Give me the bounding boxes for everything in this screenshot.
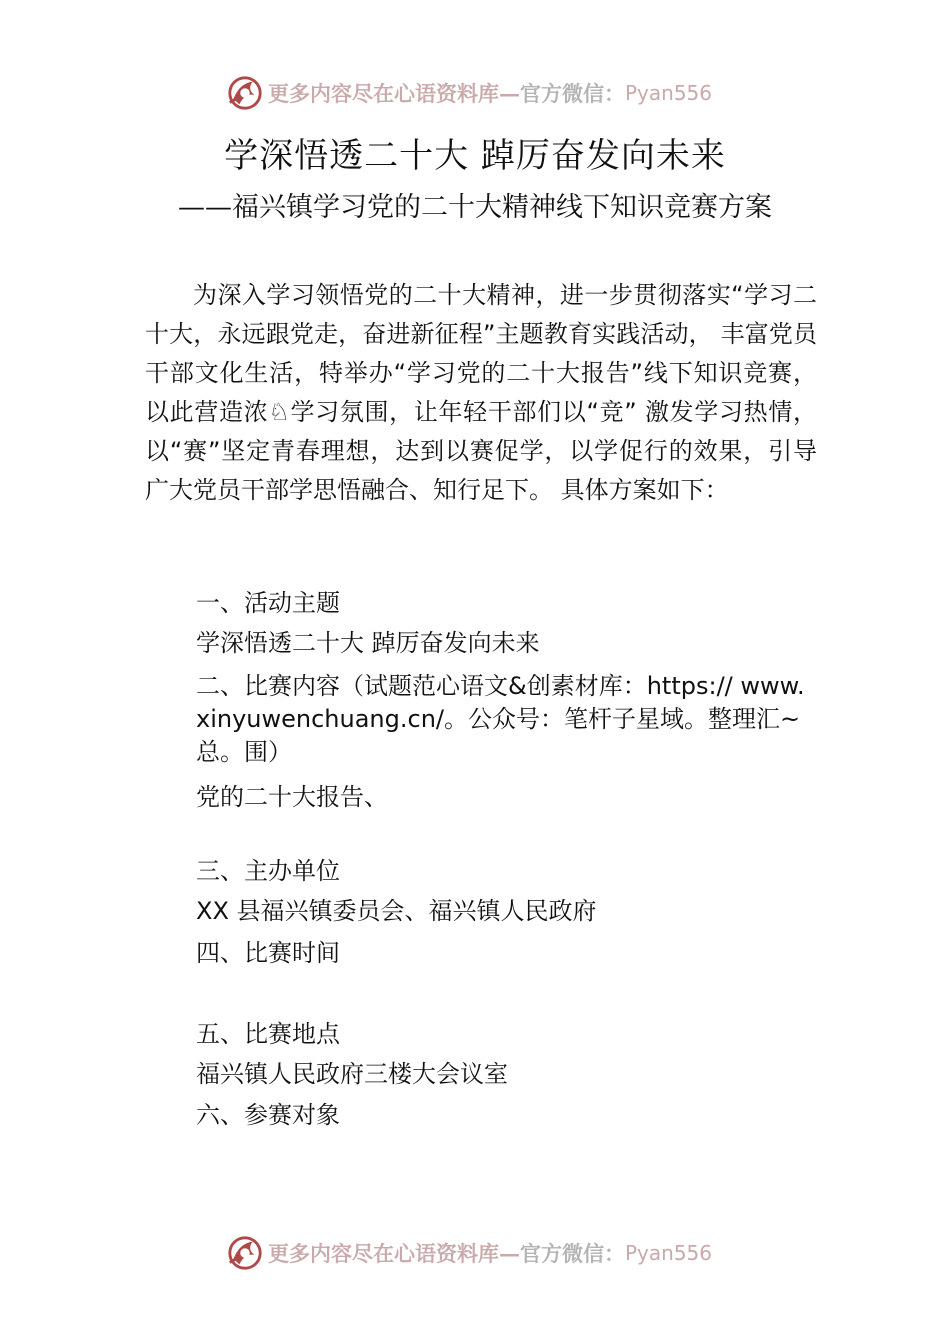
watermark-dash: — (499, 1240, 520, 1266)
document-title: 学深悟透二十大 踔厉奋发向未来 (224, 136, 726, 176)
section-heading-participants: 六、参赛对象 (196, 1101, 340, 1129)
watermark-wechat-label: 官方微信： (520, 81, 625, 106)
watermark-wechat-id: Pyan556 (625, 1241, 713, 1265)
watermark-text: 更多内容尽在心语资料库 (268, 81, 499, 106)
section-heading-venue: 五、比赛地点 (196, 1020, 340, 1048)
section-body-content: 党的二十大报告、 (196, 783, 388, 811)
watermark-text: 更多内容尽在心语资料库 (268, 1241, 499, 1266)
document-subtitle: ——福兴镇学习党的二十大精神线下知识竞赛方案 (178, 192, 772, 223)
section-heading-content: 二、比赛内容（试题范心语文&创素材库：https:// www.xinyuwenchuang.cn/。公众号：笔杆子星域。整理汇~总。围） (196, 672, 805, 766)
section-heading-organizer: 三、主办单位 (196, 857, 340, 885)
section-body-theme: 学深悟透二十大 踔厉奋发向未来 (196, 629, 540, 657)
circular-seal-logo-icon (226, 1234, 264, 1272)
footer-watermark-banner (226, 1233, 712, 1273)
watermark-dash: — (499, 80, 520, 106)
section-heading-theme: 一、活动主题 (196, 589, 340, 617)
watermark-wechat-id: Pyan556 (625, 81, 713, 105)
section-body-venue: 福兴镇人民政府三楼大会议室 (196, 1060, 508, 1088)
section-body-organizer: XX 县福兴镇委员会、福兴镇人民政府 (196, 897, 597, 925)
watermark-wechat-label: 官方微信： (520, 1241, 625, 1266)
header-watermark-banner (226, 73, 712, 113)
intro-paragraph: 为深入学习领悟党的二十大精神，进一步贯彻落实“学习二十大，永远跟党走，奋进新征程”主题教育实践活动， 丰富党员干部文化生活，特举办“学习党的二十大报告”线下知识竞赛，以此营造浓♘学习氛围，让年轻干部们以“竞” 激发学习热情，以“赛”坚定青春理想，达到以赛促学，以学促行的效果，引导广大党员干部学思悟融合、知行足下。 具体方案如下： (145, 281, 817, 504)
circular-seal-logo-icon (226, 74, 264, 112)
section-heading-time: 四、比赛时间 (196, 939, 340, 967)
